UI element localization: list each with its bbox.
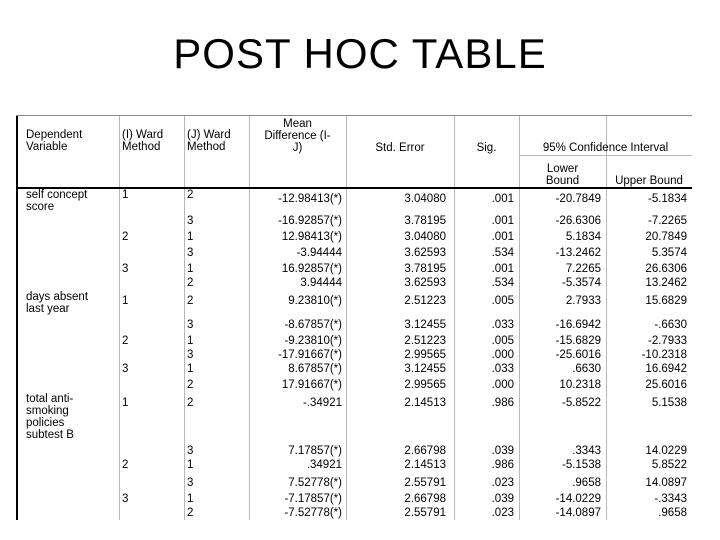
sig-cell: .001 xyxy=(491,231,514,243)
lower-bound-cell: 5.1834 xyxy=(565,231,601,243)
j-method-cell: 2 xyxy=(187,379,194,391)
lower-bound-cell: 10.2318 xyxy=(559,379,601,391)
mean-difference-cell: 12.98413(*) xyxy=(281,231,342,243)
std-error-cell: 2.66798 xyxy=(404,445,446,457)
j-method-cell: 2 xyxy=(187,295,194,307)
j-method-cell: 1 xyxy=(187,363,194,375)
j-method-cell: 2 xyxy=(187,277,194,289)
mean-difference-cell: 7.52778(*) xyxy=(288,477,342,489)
header-mean-difference: J) xyxy=(292,142,303,154)
sig-cell: .033 xyxy=(491,319,514,331)
sig-cell: .000 xyxy=(491,349,514,361)
header-confidence-interval: 95% Confidence Interval xyxy=(542,142,669,154)
sig-cell: .534 xyxy=(491,247,514,259)
dependent-variable-label: score xyxy=(26,201,55,213)
std-error-cell: 3.62593 xyxy=(404,277,446,289)
std-error-cell: 2.14513 xyxy=(404,397,446,409)
j-method-cell: 2 xyxy=(187,397,194,409)
upper-bound-cell: -7.2265 xyxy=(647,215,687,227)
mean-difference-cell: -7.52778(*) xyxy=(284,507,342,519)
table-left-border xyxy=(16,115,18,520)
j-method-cell: 1 xyxy=(187,493,194,505)
j-method-cell: 3 xyxy=(187,477,194,489)
i-method-cell: 1 xyxy=(122,397,129,409)
upper-bound-cell: -2.7933 xyxy=(647,335,687,347)
std-error-cell: 3.04080 xyxy=(404,231,446,243)
sig-cell: .005 xyxy=(491,335,514,347)
std-error-cell: 2.51223 xyxy=(404,295,446,307)
i-method-cell: 3 xyxy=(122,493,129,505)
j-method-cell: 3 xyxy=(187,349,194,361)
sig-cell: .033 xyxy=(491,363,514,375)
header-bottom-rule xyxy=(16,187,692,189)
std-error-cell: 2.66798 xyxy=(404,493,446,505)
std-error-cell: 3.12455 xyxy=(404,363,446,375)
mean-difference-cell: -12.98413(*) xyxy=(278,193,342,205)
post-hoc-table xyxy=(16,115,692,520)
mean-difference-cell: -8.67857(*) xyxy=(284,319,342,331)
i-method-cell: 3 xyxy=(122,263,129,275)
mean-difference-cell: .34921 xyxy=(306,459,342,471)
slide-title: POST HOC TABLE xyxy=(173,30,547,77)
std-error-cell: 2.14513 xyxy=(404,459,446,471)
upper-bound-cell: 16.6942 xyxy=(645,363,687,375)
header-dependent-variable: Dependent xyxy=(26,129,83,141)
sig-cell: .005 xyxy=(491,295,514,307)
lower-bound-cell: .6630 xyxy=(572,363,601,375)
mean-difference-cell: -9.23810(*) xyxy=(284,335,342,347)
dependent-variable-label: days absent xyxy=(26,291,89,303)
j-method-cell: 3 xyxy=(187,247,194,259)
upper-bound-cell: .9658 xyxy=(658,507,687,519)
i-method-cell: 2 xyxy=(122,231,129,243)
sig-cell: .000 xyxy=(491,379,514,391)
std-error-cell: 3.78195 xyxy=(404,215,446,227)
header-mean-difference: Mean xyxy=(283,118,312,130)
j-method-cell: 1 xyxy=(187,231,194,243)
dependent-variable-label: smoking xyxy=(26,405,69,417)
lower-bound-cell: -14.0229 xyxy=(555,493,601,505)
sig-cell: .001 xyxy=(491,263,514,275)
header-dependent-variable: Variable xyxy=(26,141,68,153)
j-method-cell: 3 xyxy=(187,445,194,457)
header-j-ward-method: Method xyxy=(187,141,226,153)
lower-bound-cell: -26.6306 xyxy=(555,215,601,227)
dependent-variable-label: policies xyxy=(26,417,65,429)
lower-bound-cell: 2.7933 xyxy=(565,295,601,307)
dependent-variable-label: last year xyxy=(26,303,70,315)
upper-bound-cell: -.6630 xyxy=(654,319,687,331)
header-j-ward-method: (J) Ward xyxy=(187,129,231,141)
lower-bound-cell: -5.1538 xyxy=(561,459,601,471)
mean-difference-cell: 17.91667(*) xyxy=(281,379,342,391)
mean-difference-cell: 16.92857(*) xyxy=(281,263,342,275)
lower-bound-cell: -14.0897 xyxy=(555,507,601,519)
column-separator xyxy=(119,115,120,520)
i-method-cell: 1 xyxy=(122,189,129,201)
header-i-ward-method: Method xyxy=(122,141,161,153)
upper-bound-cell: 5.1538 xyxy=(651,397,687,409)
upper-bound-cell: 14.0229 xyxy=(645,445,687,457)
lower-bound-cell: -5.8522 xyxy=(561,397,601,409)
std-error-cell: 2.55791 xyxy=(404,477,446,489)
i-method-cell: 2 xyxy=(122,335,129,347)
header-upper-bound: Upper Bound xyxy=(615,175,683,187)
i-method-cell: 2 xyxy=(122,459,129,471)
lower-bound-cell: -25.6016 xyxy=(555,349,601,361)
lower-bound-cell: 7.2265 xyxy=(565,263,601,275)
header-std-error: Std. Error xyxy=(375,142,425,154)
lower-bound-cell: -20.7849 xyxy=(555,193,601,205)
j-method-cell: 2 xyxy=(187,507,194,519)
header-lower-bound: Bound xyxy=(545,175,580,187)
header-sig: Sig. xyxy=(476,142,497,154)
j-method-cell: 1 xyxy=(187,263,194,275)
upper-bound-cell: 13.2462 xyxy=(645,277,687,289)
upper-bound-cell: -.3343 xyxy=(654,493,687,505)
dependent-variable-label: subtest B xyxy=(26,429,74,441)
header-lower-bound: Lower xyxy=(546,163,579,175)
mean-difference-cell: 7.17857(*) xyxy=(288,445,342,457)
dependent-variable-label: total anti- xyxy=(26,393,74,405)
j-method-cell: 1 xyxy=(187,335,194,347)
column-separator xyxy=(184,115,185,520)
j-method-cell: 3 xyxy=(187,215,194,227)
header-mean-difference: Difference (I- xyxy=(264,130,331,142)
sig-cell: .986 xyxy=(491,459,514,471)
std-error-cell: 2.99565 xyxy=(404,349,446,361)
std-error-cell: 2.55791 xyxy=(404,507,446,519)
lower-bound-cell: -13.2462 xyxy=(555,247,601,259)
std-error-cell: 3.12455 xyxy=(404,319,446,331)
upper-bound-cell: -10.2318 xyxy=(641,349,687,361)
sig-cell: .039 xyxy=(491,493,514,505)
upper-bound-cell: 26.6306 xyxy=(645,263,687,275)
j-method-cell: 3 xyxy=(187,319,194,331)
mean-difference-cell: 3.94444 xyxy=(300,277,342,289)
upper-bound-cell: 20.7849 xyxy=(645,231,687,243)
mean-difference-cell: -3.94444 xyxy=(296,247,342,259)
j-method-cell: 2 xyxy=(187,189,194,201)
lower-bound-cell: .3343 xyxy=(572,445,601,457)
upper-bound-cell: 5.8522 xyxy=(651,459,687,471)
upper-bound-cell: 5.3574 xyxy=(651,247,687,259)
i-method-cell: 1 xyxy=(122,295,129,307)
mean-difference-cell: 9.23810(*) xyxy=(288,295,342,307)
mean-difference-cell: 8.67857(*) xyxy=(288,363,342,375)
lower-bound-cell: -15.6829 xyxy=(555,335,601,347)
std-error-cell: 3.78195 xyxy=(404,263,446,275)
sig-cell: .534 xyxy=(491,277,514,289)
sig-cell: .001 xyxy=(491,193,514,205)
mean-difference-cell: -.34921 xyxy=(302,397,342,409)
upper-bound-cell: -5.1834 xyxy=(647,193,687,205)
lower-bound-cell: -16.6942 xyxy=(555,319,601,331)
header-i-ward-method: (I) Ward xyxy=(122,129,164,141)
mean-difference-cell: -7.17857(*) xyxy=(284,493,342,505)
upper-bound-cell: 15.6829 xyxy=(645,295,687,307)
mean-difference-cell: -17.91667(*) xyxy=(278,349,342,361)
sig-cell: .023 xyxy=(491,477,514,489)
lower-bound-cell: .9658 xyxy=(572,477,601,489)
sig-cell: .023 xyxy=(491,507,514,519)
lower-bound-cell: -5.3574 xyxy=(561,277,601,289)
std-error-cell: 3.04080 xyxy=(404,193,446,205)
header-top-rule xyxy=(16,115,692,116)
upper-bound-cell: 25.6016 xyxy=(645,379,687,391)
sig-cell: .986 xyxy=(491,397,514,409)
i-method-cell: 3 xyxy=(122,363,129,375)
std-error-cell: 3.62593 xyxy=(404,247,446,259)
sig-cell: .039 xyxy=(491,445,514,457)
upper-bound-cell: 14.0897 xyxy=(645,477,687,489)
std-error-cell: 2.99565 xyxy=(404,379,446,391)
mean-difference-cell: -16.92857(*) xyxy=(278,215,342,227)
j-method-cell: 1 xyxy=(187,459,194,471)
std-error-cell: 2.51223 xyxy=(404,335,446,347)
sig-cell: .001 xyxy=(491,215,514,227)
ci-subheader-rule xyxy=(519,155,692,156)
dependent-variable-label: self concept xyxy=(26,189,88,201)
